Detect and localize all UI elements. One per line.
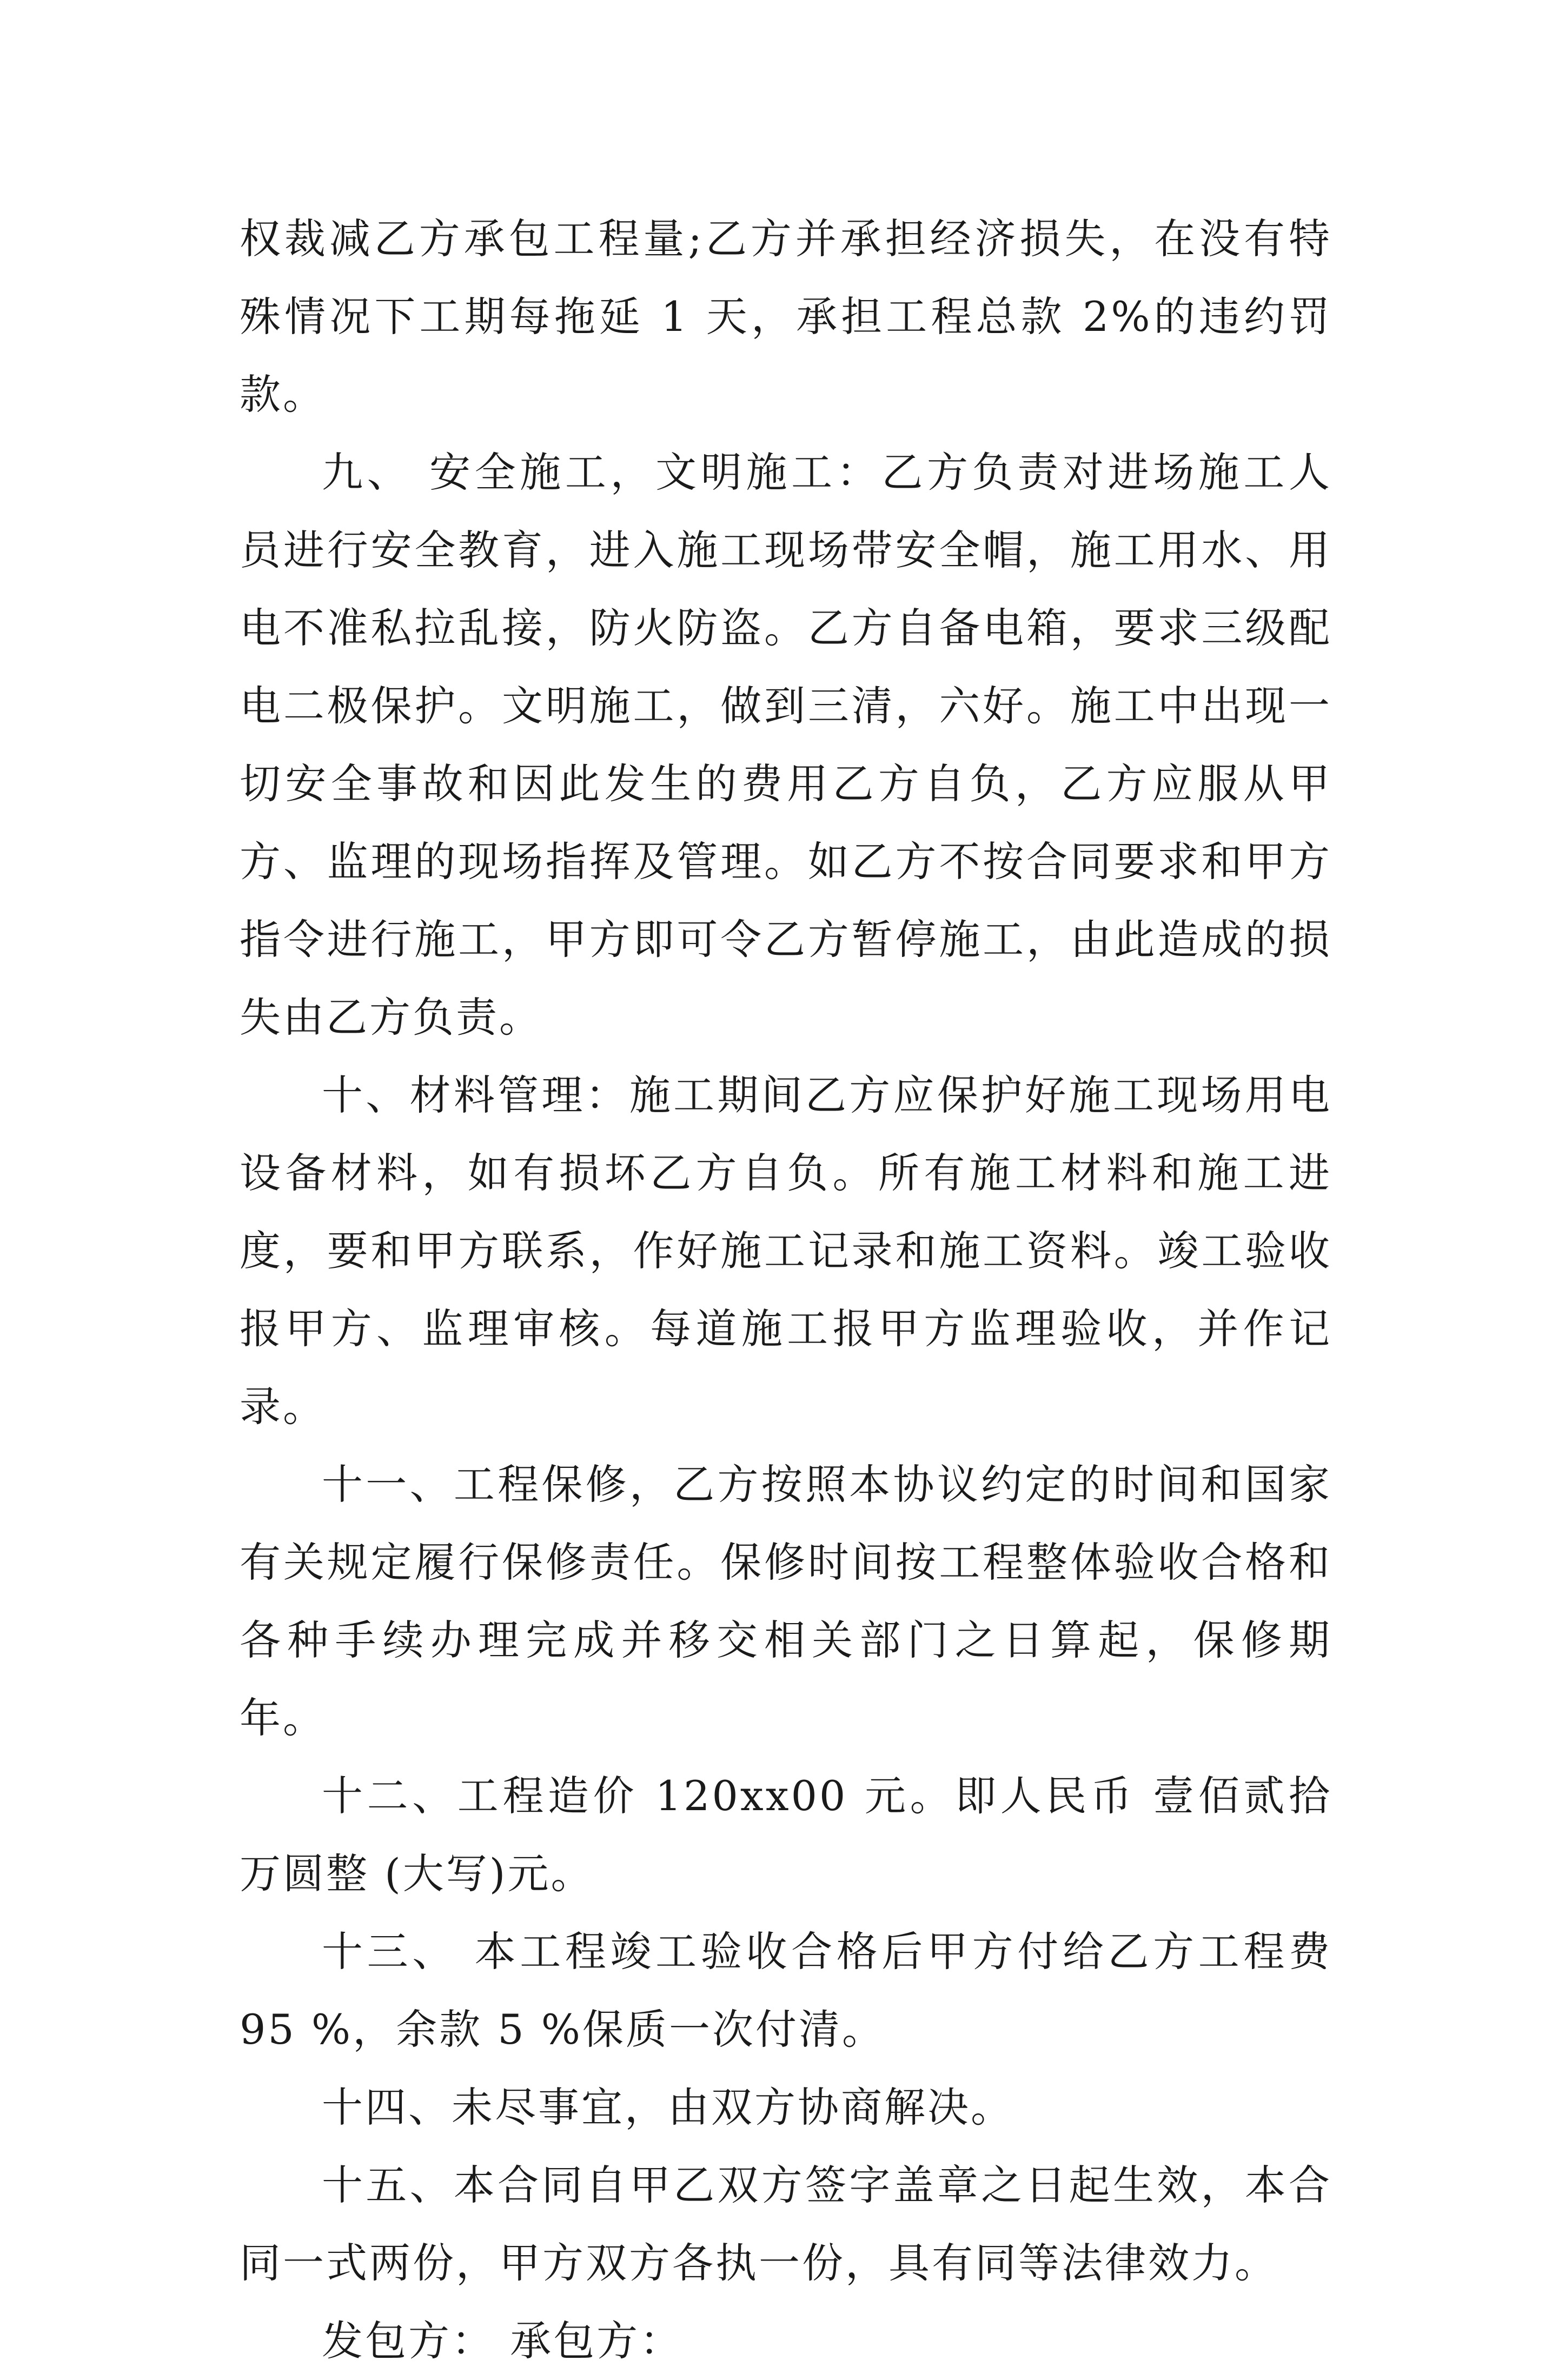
paragraph-warranty: 十一、工程保修，乙方按照本协议约定的时间和国家有关规定履行保修责任。保修时间按工程整体验收合格和各种手续办理完成并移交相关部门之日算起，保修期 年。 — [240, 1460, 1332, 1742]
signature-parties-line: 发包方： 承包方： — [322, 2317, 684, 2365]
paragraph-effectiveness: 十五、本合同自甲乙双方签字盖章之日起生效，本合同一式两份，甲方双方各执一份，具有同等法律效力。 — [240, 2161, 1332, 2287]
paragraph-project-cost: 十二、工程造价 120xx00 元。即人民币 壹佰贰拾万圆整 (大写)元。 — [240, 1772, 1332, 1898]
paragraph-material-management: 十、材料管理：施工期间乙方应保护好施工现场用电设备材料，如有损坏乙方自负。所有施工材料和施工进度，要和甲方联系，作好施工记录和施工资料。竣工验收报甲方、监理审核。每道施工报甲方监理验收，并作记录。 — [240, 1071, 1332, 1431]
paragraph-safety-construction: 九、 安全施工，文明施工：乙方负责对进场施工人员进行安全教育，进入施工现场带安全帽，施工用水、用电不准私拉乱接，防火防盗。乙方自备电箱，要求三级配电二极保护。文明施工，做到三清，六好。施工中出现一切安全事故和因此发生的费用乙方自负，乙方应服从甲方、监理的现场指挥及管理。如乙方不按合同要求和甲方指令进行施工，甲方即可令乙方暂停施工，由此造成的损失由乙方负责。 — [240, 448, 1332, 1041]
paragraph-penalty-continuation: 权裁减乙方承包工程量;乙方并承担经济损失，在没有特殊情况下工期每拖延 1 天，承担工程总款 2%的违约罚款。 — [240, 215, 1332, 418]
paragraph-unresolved-matters: 十四、未尽事宜，由双方协商解决。 — [322, 2083, 1014, 2131]
contract-body — [240, 200, 1332, 2380]
paragraph-payment-terms: 十三、 本工程竣工验收合格后甲方付给乙方工程费 95 %，余款 5 %保质一次付清。 — [240, 1927, 1332, 2053]
